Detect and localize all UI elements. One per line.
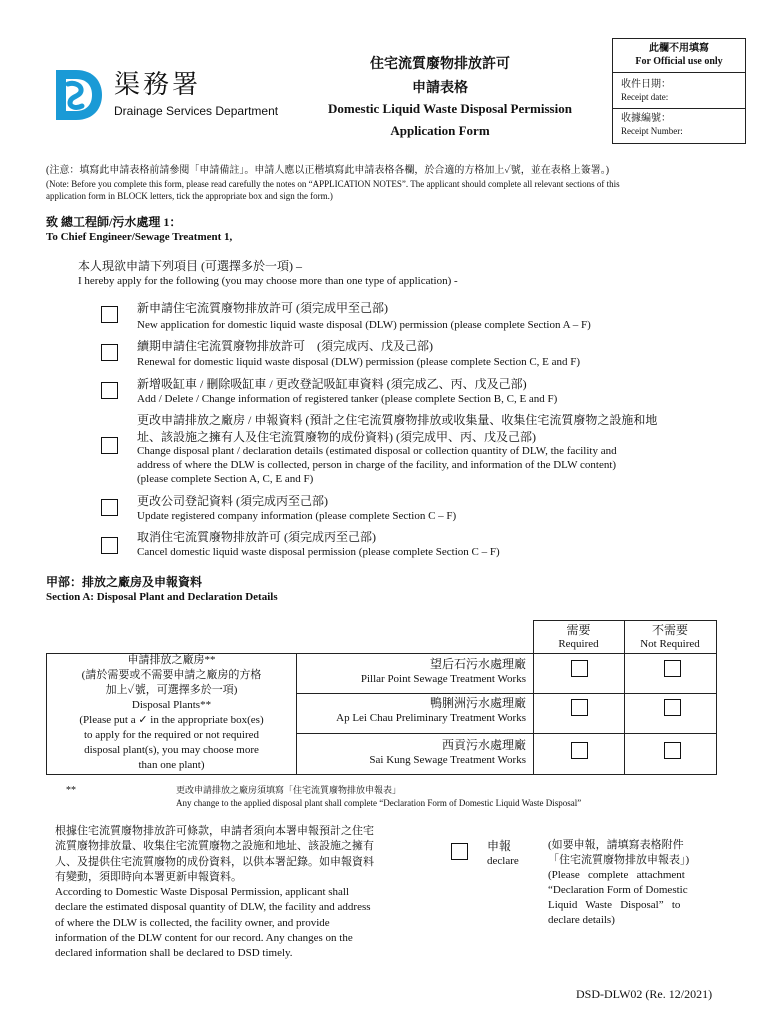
declaration-zh-1: 根據住宅流質廢物排放許可條款，申請者須向本署申報預計之住宅 — [55, 825, 374, 837]
declare-note-zh-1: (如要申報，請填寫表格附件 — [548, 839, 684, 851]
plant-pillar-point-en: Pillar Point Sewage Treatment Works — [360, 673, 526, 685]
addressee-en: To Chief Engineer/Sewage Treatment 1, — [46, 231, 233, 243]
declaration-en-5: declared information shall be declared to DSD timely. — [55, 947, 293, 960]
plant-ap-lei-chau-required-checkbox[interactable] — [571, 699, 588, 716]
option-change-plant-checkbox[interactable] — [101, 437, 118, 454]
official-use-en: For Official use only — [635, 56, 723, 67]
footnote-en: Any change to the applied disposal plant shall complete “Declaration Form of Domestic Liquid Waste Disposal” — [176, 798, 582, 808]
required-header-zh: 需要 — [566, 623, 591, 637]
option-new-application-checkbox[interactable] — [101, 306, 118, 323]
declaration-en-4: information of the DLW content for our record. Any changes on the — [55, 932, 353, 945]
option-new-application-zh: 新申請住宅流質廢物排放許可 (須完成甲至己部) — [137, 301, 388, 315]
option-change-plant-en-3: (please complete Section A, C, E and F) — [137, 473, 314, 485]
plant-sai-kung-zh: 西貢污水處理廠 — [441, 738, 526, 752]
plant-label-en-5: than one plant) — [138, 759, 205, 771]
option-cancel-en: Cancel domestic liquid waste disposal permission (please complete Section C – F) — [137, 546, 500, 558]
official-use-zh: 此欄不用填寫 — [649, 43, 709, 54]
declare-note-zh-2: 「住宅流質廢物排放申報表」) — [548, 854, 690, 866]
option-change-plant-zh-1: 更改申請排放之廠房 / 申報資料 (預計之住宅流質廢物排放或收集量、收集住宅流質廢物之設施和地 — [137, 413, 658, 427]
form-title-en-1: Domestic Liquid Waste Disposal Permission — [328, 101, 572, 116]
note-zh: (注意：填寫此申請表格前請參閱「申請備註」。申請人應以正楷填寫此申請表格各欄，於合適的方格加上✓號，並在表格上簽署。) — [46, 165, 610, 176]
plant-pillar-point-zh: 望后石污水處理廠 — [429, 657, 526, 671]
option-new-application-en: New application for domestic liquid waste disposal (DLW) permission (please complete Section A – F) — [137, 319, 591, 331]
section-a-title-zh: 甲部：排放之廠房及申報資料 — [46, 575, 203, 589]
option-tanker-zh: 新增吸缸車 / 刪除吸缸車 / 更改登記吸缸車資料 (須完成乙、丙、戊及己部) — [137, 377, 527, 391]
declare-note-en-2: “Declaration Form of Domestic — [548, 884, 688, 896]
plant-sai-kung-en: Sai Kung Sewage Treatment Works — [369, 754, 526, 766]
option-tanker-checkbox[interactable] — [101, 382, 118, 399]
option-renewal-zh: 續期申請住宅流質廢物排放許可 (須完成丙、戊及己部) — [137, 339, 433, 353]
declare-checkbox[interactable] — [451, 843, 468, 860]
plant-ap-lei-chau-not-required-checkbox[interactable] — [664, 699, 681, 716]
plant-label-zh-3: 加上✓號，可選擇多於一項) — [105, 684, 238, 696]
declare-label-en: declare — [487, 855, 519, 867]
option-renewal-en: Renewal for domestic liquid waste disposal (DLW) permission (please complete Section C, E and F) — [137, 356, 581, 368]
receipt-date-en: Receipt date: — [621, 92, 669, 102]
option-cancel-checkbox[interactable] — [101, 537, 118, 554]
plant-label-zh-1: 申請排放之廠房** — [127, 654, 216, 666]
plant-pillar-point-required-checkbox[interactable] — [571, 660, 588, 677]
declare-note — [548, 838, 720, 928]
option-tanker-en: Add / Delete / Change information of registered tanker (please complete Section B, C, E and F) — [137, 393, 558, 405]
plant-sai-kung-required-checkbox[interactable] — [571, 742, 588, 759]
dsd-logo — [54, 68, 104, 122]
plant-sai-kung-not-required-checkbox[interactable] — [664, 742, 681, 759]
plant-ap-lei-chau-zh: 鴨脷洲污水處理廠 — [429, 696, 526, 710]
footnote-zh: 更改申請排放之廠房須填寫「住宅流質廢物排放申報表」 — [176, 785, 402, 795]
form-title-en-2: Application Form — [390, 123, 490, 138]
option-update-company-en: Update registered company information (please complete Section C – F) — [137, 510, 457, 522]
required-header-en: Required — [558, 638, 599, 650]
not-required-header-zh: 不需要 — [651, 623, 688, 637]
plant-label-en-2: (Please put a ✓ in the appropriate box(es) — [79, 714, 264, 726]
plant-label-en-3: to apply for the required or not required — [83, 729, 260, 741]
option-change-plant-zh-2: 址、該設施之擁有人及住宅流質廢物的成份資料) (須完成甲、丙、戊及己部) — [137, 430, 536, 444]
declaration-text — [55, 824, 427, 962]
plant-ap-lei-chau-en: Ap Lei Chau Preliminary Treatment Works — [336, 712, 526, 724]
footnote-mark: ** — [66, 785, 76, 796]
plant-label-en-1: Disposal Plants** — [131, 699, 212, 711]
org-chinese-name: 渠務署 — [114, 70, 202, 100]
plant-label-en-4: disposal plant(s), you may choose more — [84, 744, 259, 756]
declaration-zh-3: 人、及提供住宅流質廢物的成份資料，以供本署記錄。如申報資料 — [55, 855, 374, 868]
option-change-plant-en-2: address of where the DLW is collected, person in charge of the facility, and information of the DLW content) — [137, 459, 617, 471]
plant-label-cell — [47, 653, 296, 773]
declare-note-en-1: (Please complete attachment — [548, 869, 685, 881]
declaration-en-2: declare the estimated disposal quantity of DLW, the facility and address — [55, 901, 371, 914]
addressee-zh: 致 總工程師/污水處理 1： — [46, 215, 182, 229]
declaration-en-1: According to Domestic Waste Disposal Permission, applicant shall — [55, 886, 350, 899]
declare-note-en-3: Liquid Waste Disposal” to — [548, 899, 681, 911]
intro-en: I hereby apply for the following (you may choose more than one type of application) - — [78, 275, 458, 287]
form-code: DSD-DLW02 (Re. 12/2021) — [576, 987, 713, 1001]
option-renewal-checkbox[interactable] — [101, 344, 118, 361]
official-use-box — [612, 38, 746, 144]
form-title-zh-2: 申請表格 — [412, 81, 468, 96]
receipt-date-zh: 收件日期： — [621, 79, 671, 90]
receipt-number-zh: 收據編號： — [621, 113, 671, 124]
note-en-line-1: (Note: Before you complete this form, please read carefully the notes on “APPLICATION NOTES”. The applicant should complete all relevant sections of this — [46, 179, 620, 189]
plant-pillar-point-not-required-checkbox[interactable] — [664, 660, 681, 677]
declaration-en-3: of where the DLW is collected, the facility owner, and provide — [55, 916, 330, 929]
intro-zh: 本人現欲申請下列項目 (可選擇多於一項) – — [78, 259, 302, 273]
declare-label-zh: 申報 — [487, 839, 512, 853]
form-title-zh-1: 住宅流質廢物排放許可 — [370, 57, 510, 72]
dsd-logo-mark-icon — [54, 68, 104, 122]
option-update-company-checkbox[interactable] — [101, 499, 118, 516]
org-english-name: Drainage Services Department — [114, 104, 279, 118]
plant-label-zh-2: (請於需要或不需要申請之廠房的方格 — [81, 669, 262, 681]
section-a-title-en: Section A: Disposal Plant and Declaration Details — [46, 591, 278, 603]
declaration-zh-2: 流質廢物排放量、收集住宅流質廢物之設施和地址、該設施之擁有 — [55, 840, 374, 853]
note-en-line-2: application form in BLOCK letters, tick the appropriate box and sign the form.) — [46, 191, 333, 201]
option-update-company-zh: 更改公司登記資料 (須完成丙至己部) — [137, 494, 328, 508]
option-cancel-zh: 取消住宅流質廢物排放許可 (須完成丙至己部) — [137, 530, 376, 544]
declaration-zh-4: 有變動，須即時向本署更新申報資料。 — [55, 870, 242, 883]
receipt-number-en: Receipt Number: — [621, 126, 683, 136]
not-required-header-en: Not Required — [640, 638, 700, 650]
option-change-plant-en-1: Change disposal plant / declaration details (estimated disposal or collection quantity of DLW, the facility and — [137, 445, 617, 457]
declare-note-en-4: declare details) — [548, 914, 615, 926]
